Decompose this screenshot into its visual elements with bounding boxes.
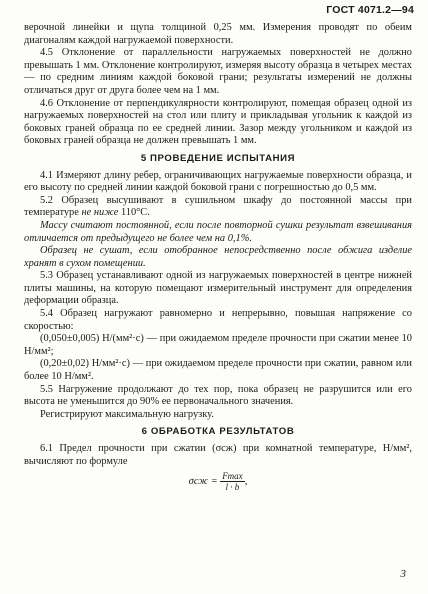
paragraph-5-3: 5.3 Образец устанавливают одной из нагружаемых поверхностей в центре нижней плиты машины, на которую помещают измерительный инструмент для определения деформации образца. (24, 270, 412, 307)
document-body (24, 22, 412, 492)
paragraph-6-1: 6.1 Предел прочности при сжатии (σсж) при комнатной температуре, Н/мм², вычисляют по формуле (24, 443, 412, 467)
formula-comma: , (244, 476, 248, 488)
paragraph-5-2-mass: Массу считают постоянной, если после повторной сушки результат взвешивания отличается от предыдущего не более чем на 0,1%. (24, 219, 412, 244)
formula-numerator: Fmax (222, 471, 243, 482)
section-heading-5: 5 ПРОВЕДЕНИЕ ИСПЫТАНИЯ (140, 152, 296, 164)
paragraph-5-2-nodry: Образец не сушат, если отобранное непосредственно после обжига изделие хранят в сухом помещении. (24, 245, 412, 269)
paragraph-5-5: 5.5 Нагружение продолжают до тех пор, пока образец не разрушится или его высота не уменьшится до 90% ее первоначального значения. (24, 383, 412, 408)
section-heading-6: 6 ОБРАБОТКА РЕЗУЛЬТАТОВ (141, 426, 295, 438)
page-number: 3 (400, 568, 406, 580)
paragraph-5-4-rate-b: (0,20±0,02) Н/мм²·с) — при ожидаемом пределе прочности при сжатии, равном или более 10 Н/мм². (24, 358, 412, 383)
paragraph-4-6: 4.6 Отклонение от перпендикулярности контролируют, помещая образец одной из нагружаемых поверхностей на стол или плиту и прикладывая угольник к каждой из боковых граней образца по ее средней линии. Зазор между угольником и каждой из боковых граней образца не должен превышать 1 мм. (24, 97, 412, 147)
p5-2-end: 110°С. (120, 207, 150, 219)
paragraph-5-5-record: Регистрируют максимальную нагрузку. (40, 408, 214, 420)
formula (24, 471, 412, 492)
formula-lhs: σсж = (188, 476, 218, 488)
paragraph-5-1: 4.1 Измеряют длину ребер, ограничивающих нагружаемые поверхности образца, и его высоту по средней линии каждой боковой грани с погрешностью до 0,5 мм. (24, 169, 412, 194)
paragraph-5-4-rate-a: (0,050±0,005) Н/(мм²·с) — при ожидаемом пределе прочности при сжатии менее 10 Н/мм²; (24, 333, 412, 357)
paragraph-5-2 (24, 195, 412, 220)
paragraph-5-4: 5.4 Образец нагружают равномерно и непрерывно, повышая напряжение со скоростью: (24, 308, 412, 332)
paragraph-continuation: верочной линейки и щупа толщиной 0,25 мм. Измерения проводят по обеим диагоналям каждой нагружаемой поверхности. (24, 22, 412, 46)
formula-fraction (220, 471, 245, 492)
paragraph-4-5: 4.5 Отклонение от параллельности нагружаемых поверхностей не должно превышать 1 мм. Отклонение контролируют, измеряя высоту образца в четырех местах — по средним линиям каждой боковой грани; результаты измерений не должны отличаться друг от друга более чем на 1 мм. (24, 47, 412, 96)
p5-2-italic: не ниже (81, 207, 119, 219)
document-header: ГОСТ 4071.2—94 (326, 4, 414, 16)
formula-denominator: l · b (225, 482, 240, 493)
p5-2-text: 5.2 Образец высушивают в сушильном шкафу до постоянной массы при температуре (24, 194, 412, 219)
